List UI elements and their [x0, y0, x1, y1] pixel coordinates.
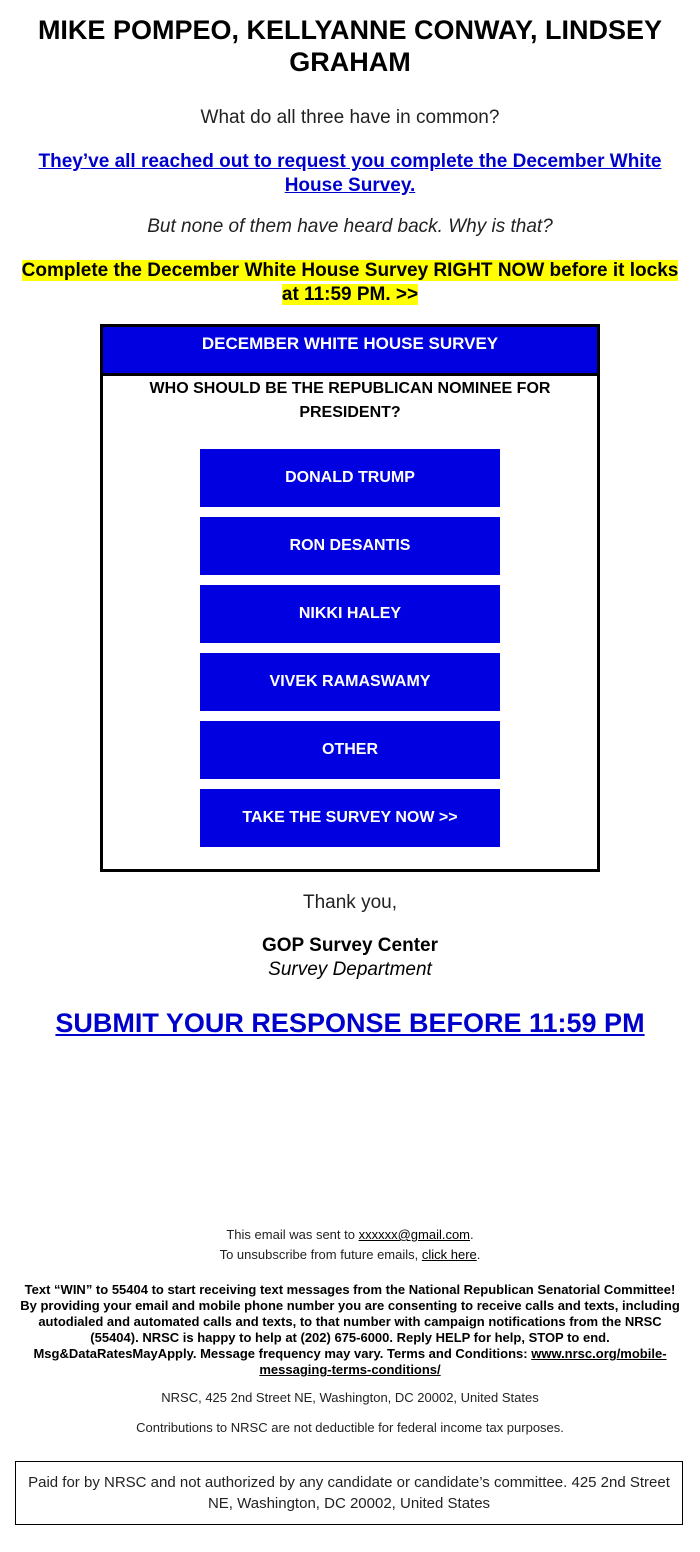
paid-for-disclaimer: Paid for by NRSC and not authorized by any candidate or candidate’s committee. 425 2nd Street NE, Washington, DC 20002, United States — [15, 1461, 683, 1525]
unsubscribe-line — [0, 1246, 700, 1264]
survey-box — [100, 324, 600, 872]
survey-question: WHO SHOULD BE THE REPUBLICAN NOMINEE FOR PRESIDENT? — [149, 380, 551, 421]
deadline-highlight-text: Complete the December White House Survey RIGHT NOW before it locks at 11:59 PM. >> — [21, 260, 679, 305]
common-question: What do all three have in common? — [200, 107, 500, 128]
option-nikki-haley-button[interactable]: NIKKI HALEY — [200, 585, 500, 643]
survey-request-link[interactable]: They’ve all reached out to request you complete the December White House Survey. — [38, 151, 662, 196]
terms-link[interactable]: www.nrsc.org/mobile-messaging-terms-conditions/ — [259, 1346, 667, 1377]
sms-legal-text — [18, 1282, 682, 1378]
unsubscribe-link[interactable]: click here — [421, 1247, 477, 1262]
department-name: Survey Department — [268, 959, 432, 980]
thanks-text: Thank you, — [303, 892, 397, 913]
sent-suffix: . — [470, 1227, 474, 1242]
why-question: But none of them have heard back. Why is that? — [147, 216, 553, 237]
legal-body: Text “WIN” to 55404 to start receiving text messages from the National Republican Senatorial Committee! By providing your email and mobile phone number you are consenting to receive calls and texts, including autodialed and automated calls and texts, to that number with campaign notifications from the NRSC (55404). NRSC is happy to help at (202) 675-6000. Reply HELP for help, STOP to end. Msg&DataRatesMayApply. Message frequency may vary. Terms and Conditions: — [20, 1282, 680, 1361]
submit-response-link[interactable]: SUBMIT YOUR RESPONSE BEFORE 11:59 PM — [55, 1008, 645, 1038]
headline: MIKE POMPEO, KELLYANNE CONWAY, LINDSEY GRAHAM — [37, 15, 663, 77]
option-ron-desantis-button[interactable]: RON DESANTIS — [200, 517, 500, 575]
sent-prefix: This email was sent to — [226, 1227, 359, 1242]
recipient-email-link[interactable]: xxxxxx@gmail.com — [358, 1227, 471, 1242]
option-vivek-ramaswamy-button[interactable]: VIVEK RAMASWAMY — [200, 653, 500, 711]
survey-header: DECEMBER WHITE HOUSE SURVEY — [103, 327, 597, 376]
contributions-disclaimer: Contributions to NRSC are not deductible for federal income tax purposes. — [136, 1420, 564, 1435]
unsub-suffix: . — [476, 1247, 481, 1262]
unsub-prefix: To unsubscribe from future emails, — [219, 1247, 422, 1262]
option-other-button[interactable]: OTHER — [200, 721, 500, 779]
sent-to-line — [0, 1226, 700, 1244]
org-name: GOP Survey Center — [261, 935, 438, 956]
mailing-address: NRSC, 425 2nd Street NE, Washington, DC 20002, United States — [161, 1390, 539, 1405]
take-survey-button[interactable]: TAKE THE SURVEY NOW >> — [200, 789, 500, 847]
deadline-notice — [20, 259, 680, 307]
option-donald-trump-button[interactable]: DONALD TRUMP — [200, 449, 500, 507]
